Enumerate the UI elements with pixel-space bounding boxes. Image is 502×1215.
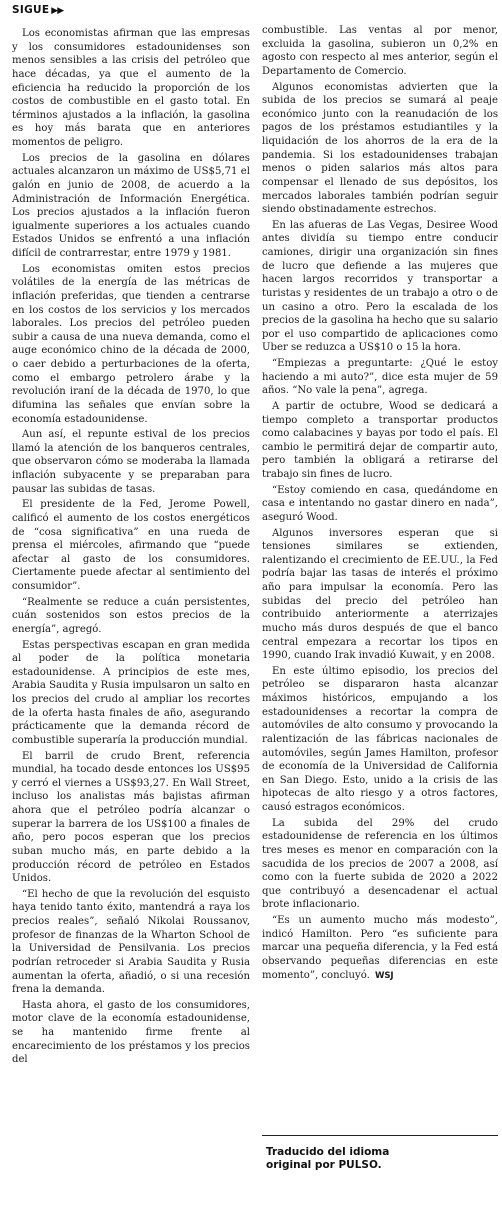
continue-arrows-icon: ▶▶ bbox=[51, 6, 64, 16]
article-column-right bbox=[262, 24, 498, 985]
paragraph: combustible. Las ventas al por menor, excluida la gasolina, subieron un 0,2% en agosto con respecto al mes anterior, según el Departamento de Comercio. bbox=[262, 25, 498, 77]
paragraph: La subida del 29% del crudo estadounidense de referencia en los últimos tres meses es menor en comparación con la sacudida de los precios de 2007 a 2008, así como con la fuerte subida de 2020 a 2022 que contribuyó a desencadenar el actual brote inflacionario. bbox=[262, 817, 498, 911]
paragraph: Estas perspectivas escapan en gran medida al poder de la política monetaria estadounidense. A principios de este mes, Arabia Saudita y Rusia impulsaron un salto en los precios del crudo al ampliar los recortes de la oferta hasta finales de año, asegurando prácticamente que la demanda récord de combustible superaría la producción mundial. bbox=[12, 639, 250, 746]
paragraph: Algunos inversores esperan que si tensiones similares se extienden, ralentizando el crecimiento de EE.UU., la Fed podría bajar las tasas de interés el próximo año para impulsar la economía. Pero las subidas del precio del petróleo han contribuido anteriormente a aterrizajes mucho más duros después de que el banco central empezara a recortar los tipos en 1990, cuando Irak invadió Kuwait, y en 2008. bbox=[262, 527, 498, 662]
paragraph: Los economistas afirman que las empresas y los consumidores estadounidenses son menos sensibles a las crisis del petróleo que hace décadas, ya que el aumento de la eficiencia ha reducido la proporción de los costos de combustible en el gasto total. En términos ajustados a la inflación, la gasolina es hoy más barata que en anteriores momentos de peligro. bbox=[12, 28, 250, 148]
paragraph: Algunos economistas advierten que la subida de los precios se sumará al peaje económico junto con la reanudación de los pagos de los préstamos estudiantiles y la liquidación de los ahorros de la era de la pandemia. Si los estadounidenses trabajan menos o piden salarios más altos para compensar el llenado de sus depósitos, los mercados laborales también podrían seguir siendo obstinadamente estrechos. bbox=[262, 81, 498, 216]
paragraph: “Realmente se reduce a cuán persistentes, cuán sostenidos son estos precios de la energía”, agregó. bbox=[12, 596, 250, 635]
wsj-signature: WSJ bbox=[375, 970, 394, 981]
paragraph: “Empiezas a preguntarte: ¿Qué le estoy haciendo a mi auto?”, dice esta mujer de 59 años. “No vale la pena”, agrega. bbox=[262, 358, 498, 397]
paragraph: En este último episodio, los precios del petróleo se dispararon hasta alcanzar máximos históricos, empujando a los estadounidenses a recortar la compra de automóviles de alto consumo y provocando la ralentización de las fábricas nacionales de automóviles, según James Hamilton, profesor de economía de la Universidad de California en San Diego. Esto, unido a la crisis de las hipotecas de alto riesgo y a otros factores, causó estragos económicos. bbox=[262, 665, 498, 813]
paragraph: El presidente de la Fed, Jerome Powell, calificó el aumento de los costos energéticos de “cosa significativa” en una rueda de prensa el miércoles, afirmando que “puede afectar al gasto de los consumidores. Ciertamente puede afectar al sentimiento del consumidor”. bbox=[12, 499, 250, 592]
paragraph: “Estoy comiendo en casa, quedándome en casa e intentando no gastar dinero en nada”, aseguró Wood. bbox=[262, 484, 498, 523]
paragraph: Aun así, el repunte estival de los precios llamó la atención de los banqueros centrales, que observaron cómo se moderaba la llamada inflación subyacente y se preparaban para pausar las subidas de tasas. bbox=[12, 429, 250, 495]
translation-credit bbox=[266, 1146, 426, 1172]
final-paragraph bbox=[262, 914, 498, 983]
credit-line-1: Traducido del idioma bbox=[266, 1146, 390, 1158]
paragraph: El barril de crudo Brent, referencia mundial, ha tocado desde entonces los US$95 y cerró el viernes a US$93,27. En Wall Street, incluso los analistas más bajistas afirman ahora que el petróleo podría alcanzar o superar la barrera de los US$100 a finales de año, pero pocos esperan que los precios suban mucho más, en parte debido a la producción récord de petróleo en Estados Unidos. bbox=[12, 750, 250, 885]
paragraph: En las afueras de Las Vegas, Desiree Wood antes dividía su tiempo entre conducir camiones, dirigir una organización sin fines de lucro que defiende a las mujeres que hacen largos recorridos y transportar a turistas y residentes de un trabajo a otro o de un casino a otro. Pero la escalada de los precios de la gasolina ha hecho que su salario por el uso compartido de aplicaciones como Uber se reduzca a US$10 o 15 la hora. bbox=[262, 219, 498, 354]
paragraph: Los precios de la gasolina en dólares actuales alcanzaron un máximo de US$5,71 el galón en junio de 2008, de acuerdo a la Administración de Información Energética. Los precios ajustados a la inflación fueron igualmente superiores a los actuales cuando Estados Unidos se enfrentó a una inflación difícil de contrarrestar, entre 1979 y 1981. bbox=[12, 152, 250, 259]
paragraph: Los economistas omiten estos precios volátiles de la energía de las métricas de inflación preferidas, que tienden a centrarse en los costos de los servicios y los mercados laborales. Los precios del petróleo pueden subir a causa de una nueva demanda, como el auge económico chino de la década de 2000, o caer debido a perturbaciones de la oferta, como el embargo petrolero árabe y la revolución iraní de la década de 1970, lo que difumina las señales que envían sobre la economía estadounidense. bbox=[12, 263, 250, 425]
continued-kicker bbox=[12, 4, 63, 18]
paragraph: Hasta ahora, el gasto de los consumidores, motor clave de la economía estadounidense, se ha mantenido firme frente al encarecimiento de los préstamos y los precios del bbox=[12, 999, 250, 1066]
kicker-label: SIGUE bbox=[12, 4, 50, 16]
paragraph: A partir de octubre, Wood se dedicará a tiempo completo a transportar productos como calabacines y bayas por todo el país. El cambio le permitirá dejar de compartir auto, pero también la obligará a retirarse del trabajo sin fines de lucro. bbox=[262, 400, 498, 480]
credit-divider bbox=[262, 1135, 498, 1136]
article-column-left bbox=[12, 27, 250, 1069]
credit-line-2: original por PULSO. bbox=[266, 1159, 382, 1171]
paragraph-text: “Es un aumento mucho más modesto”, indicó Hamilton. Pero “es suficiente para marcar una pequeña diferencia, y la Fed está observando pequeñas diferencias en este momento”, concluyó. bbox=[262, 915, 498, 981]
paragraph: “El hecho de que la revolución del esquisto haya tenido tanto éxito, mantendrá a raya los precios reales”, señaló Nikolai Roussanov, profesor de finanzas de la Wharton School de la Universidad de Pensilvania. Los precios podrían retroceder si Arabia Saudita y Rusia aumentan la oferta, añadió, o si una recesión frena la demanda. bbox=[12, 888, 250, 996]
